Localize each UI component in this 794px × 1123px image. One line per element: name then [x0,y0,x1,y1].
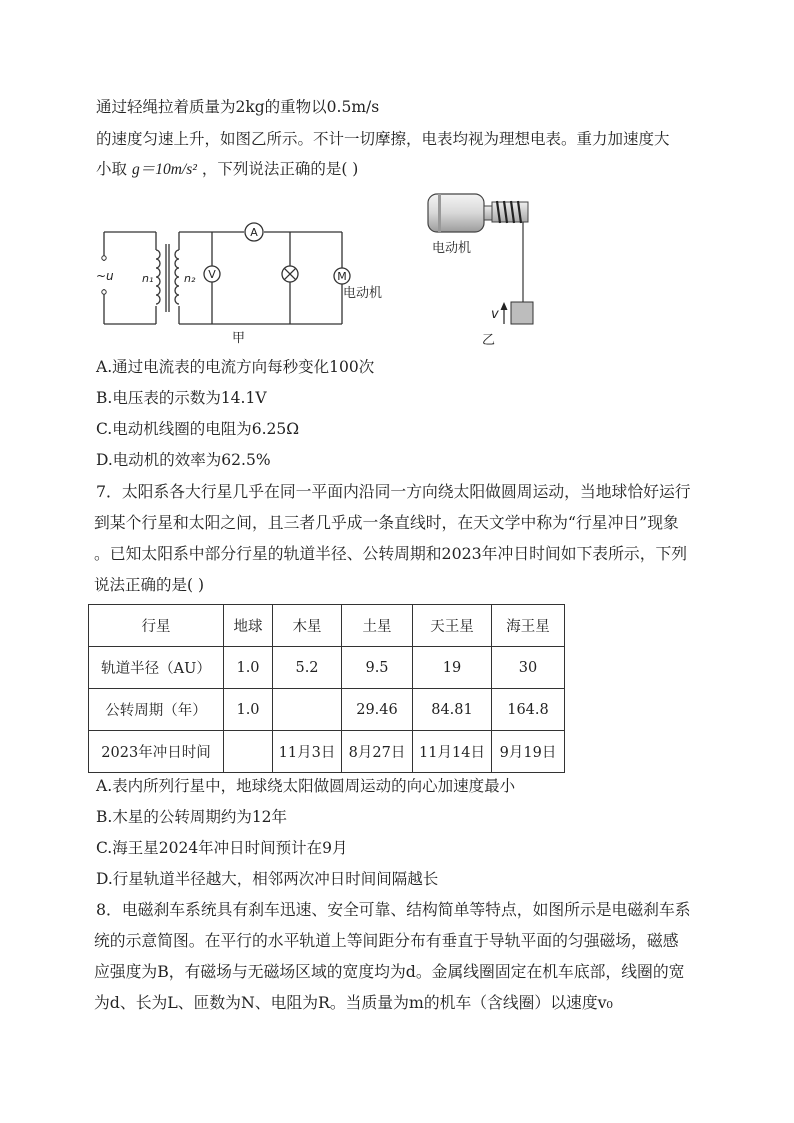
table-header: 天王星 [413,605,492,647]
q8-line3: 应强度为B，有磁场与无磁场区域的宽度均为d。金属线圈固定在机车底部，线圈的宽 [94,962,685,981]
source-label: ~u [96,269,114,283]
table-cell [224,731,273,773]
figure-yi-caption: 乙 [482,333,496,348]
q6-intro-line3 [96,159,358,180]
table-cell: 轨道半径（AU） [89,647,224,689]
table-header: 地球 [224,605,273,647]
q8-line4: 为d、长为L、匝数为N、电阻为R。当质量为m的机车（含线圈）以速度v₀ [94,993,613,1012]
figure-yi-motor [424,190,544,350]
q8-line2: 统的示意简图。在平行的水平轨道上等间距分布有垂直于导轨平面的匀强磁场，磁感 [94,931,679,950]
q8-line1: 8．电磁刹车系统具有刹车迅速、安全可靠、结构简单等特点，如图所示是电磁刹车系 [96,900,691,919]
table-cell: 8月27日 [342,731,413,773]
n1-label: n₁ [142,272,154,285]
table-row [89,731,565,773]
q7-option-d: D.行星轨道半径越大，相邻两次冲日时间间隔越长 [96,870,439,888]
q6-intro-line3-b: ，下列说法正确的是( ) [201,160,359,178]
table-cell: 9月19日 [492,731,565,773]
table-row [89,689,565,731]
table-cell: 11月14日 [413,731,492,773]
figure-jia-caption: 甲 [232,331,246,344]
table-cell: 公转周期（年） [89,689,224,731]
table-cell: 5.2 [273,647,342,689]
table-cell [273,689,342,731]
table-cell: 29.46 [342,689,413,731]
table-header: 土星 [342,605,413,647]
table-header: 木星 [273,605,342,647]
table-cell: 30 [492,647,565,689]
n2-label: n₂ [184,272,196,285]
table-cell: 1.0 [224,689,273,731]
q7-line3: 。已知太阳系中部分行星的轨道半径、公转周期和2023年冲日时间如下表所示，下列 [94,544,688,563]
q7-line1: 7．太阳系各大行星几乎在同一平面内沿同一方向绕太阳做圆周运动，当地球恰好运行 [96,482,691,501]
table-cell: 11月3日 [273,731,342,773]
table-cell: 9.5 [342,647,413,689]
velocity-arrow-icon [501,302,508,324]
motor-symbol: M [337,270,347,283]
q6-intro-line2: 的速度匀速上升，如图乙所示。不计一切摩擦，电表均视为理想电表。重力加速度大 [96,130,670,148]
table-row [89,647,565,689]
table-cell: 1.0 [224,647,273,689]
velocity-label: v [491,307,499,322]
gravity-formula: g＝10m/s² [131,161,197,178]
motor-body-icon [428,194,528,232]
q7-option-b: B.木星的公转周期约为12年 [96,808,288,826]
yi-motor-label: 电动机 [432,241,472,256]
q7-option-a: A.表内所列行星中，地球绕太阳做圆周运动的向心加速度最小 [96,777,516,795]
q6-intro-line3-a: 小取 [96,160,128,178]
motor-label: 电动机 [343,286,383,301]
table-cell: 84.81 [413,689,492,731]
figure-jia-circuit [94,214,394,344]
table-header: 海王星 [492,605,565,647]
voltmeter-symbol: V [208,268,216,281]
q7-line2: 到某个行星和太阳之间，且三者几乎成一条直线时，在天文学中称为“行星冲日”现象 [94,513,679,532]
ammeter-symbol: A [250,226,258,239]
table-cell: 164.8 [492,689,565,731]
table-header: 行星 [89,605,224,647]
planet-table [88,604,565,773]
weight-block [511,302,533,324]
table-header-row [89,605,565,647]
q6-option-d: D.电动机的效率为62.5% [96,451,271,469]
q6-option-b: B.电压表的示数为14.1V [96,389,267,407]
q6-option-a: A.通过电流表的电流方向每秒变化100次 [96,358,375,376]
q7-line4: 说法正确的是( ) [94,576,205,594]
q7-option-c: C.海王星2024年冲日时间预计在9月 [96,839,348,857]
table-cell: 19 [413,647,492,689]
q6-intro-line1: 通过轻绳拉着质量为2kg的重物以0.5m/s [96,98,380,116]
table-cell: 2023年冲日时间 [89,731,224,773]
q6-option-c: C.电动机线圈的电阻为6.25Ω [96,420,300,438]
